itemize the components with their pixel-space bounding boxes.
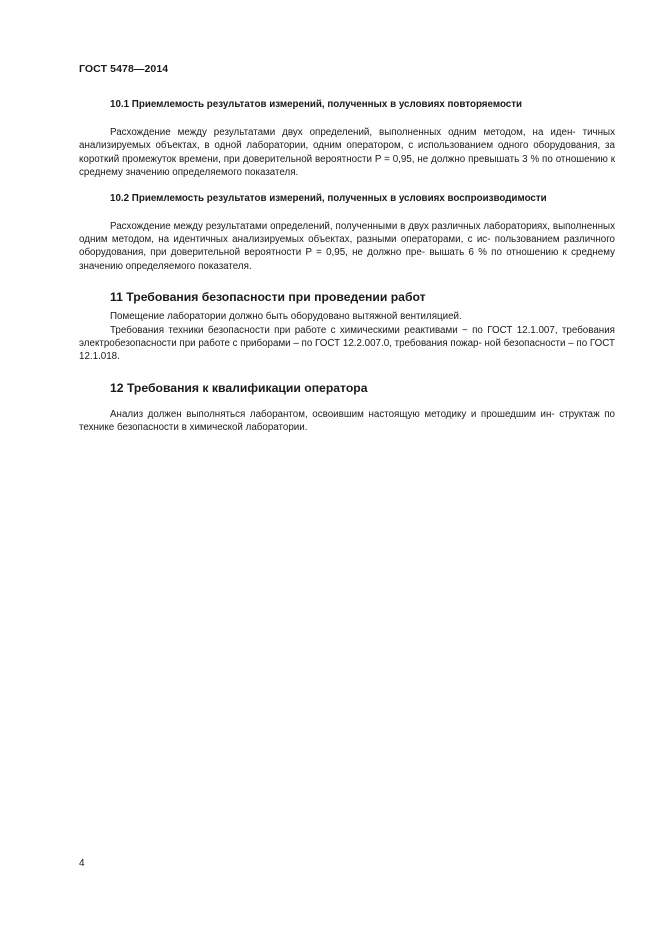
subsection-10-1-paragraph (79, 126, 615, 180)
paragraph-line: тичных анализируемых объектах, в одной лаборатории, одним оператором, с использованием одного (79, 127, 615, 152)
paragraph-line: вышать 6 % по отношению к среднему значению определяемого показателя. (79, 247, 615, 272)
page-number: 4 (79, 858, 85, 869)
paragraph-line: Расхождение между результатами двух определений, выполненных одним методом, на иден- (110, 127, 576, 138)
section-11-title: 11 Требования безопасности при проведении работ (110, 290, 426, 305)
paragraph-line: пользованием различного оборудования, при доверительной вероятности P = 0,95, не должно пре- (79, 234, 615, 259)
paragraph-line: ной безопасности – по ГОСТ 12.1.018. (79, 338, 615, 363)
document-header: ГОСТ 5478—2014 (79, 63, 169, 75)
paragraph-line: требования электробезопасности при работе с приборами – по ГОСТ 12.2.007.0, требования пожар- (79, 324, 615, 350)
paragraph-line: оборудования, за короткий промежуток времени, при доверительной вероятности P = 0,95, не должно (79, 140, 615, 165)
paragraph-line: Анализ должен выполняться лаборантом, освоившим настоящую методику и прошедшим ин- (110, 408, 555, 420)
paragraph-line: Требования техники безопасности при работе с химическими реактивами − по ГОСТ 12.1.007, (110, 324, 558, 336)
subsection-10-2-paragraph (79, 220, 615, 274)
document-body (79, 98, 615, 435)
subsection-10-2-title: 10.2 Приемлемость результатов измерений, полученных в условиях воспроизводимости (110, 192, 547, 204)
paragraph-line: выполненных одним методом, на идентичных анализируемых объектах, разными операторами, с ис- (79, 220, 615, 246)
paragraph-line: превышать 3 % по отношению к среднему значению определяемого показателя. (79, 153, 615, 179)
paragraph-line: структаж по технике безопасности в химической лаборатории. (79, 408, 615, 434)
section-11-paragraph-1: Помещение лаборатории должно быть оборудовано вытяжной вентиляцией. (110, 311, 462, 323)
section-12-paragraph (79, 408, 615, 435)
section-11-paragraph-2 (79, 324, 615, 364)
section-12-title: 12 Требования к квалификации оператора (110, 380, 368, 395)
paragraph-line: Расхождение между результатами определений, полученными в двух различных лабораториях, (110, 220, 550, 232)
subsection-10-1-title: 10.1 Приемлемость результатов измерений, полученных в условиях повторяемости (110, 99, 523, 110)
